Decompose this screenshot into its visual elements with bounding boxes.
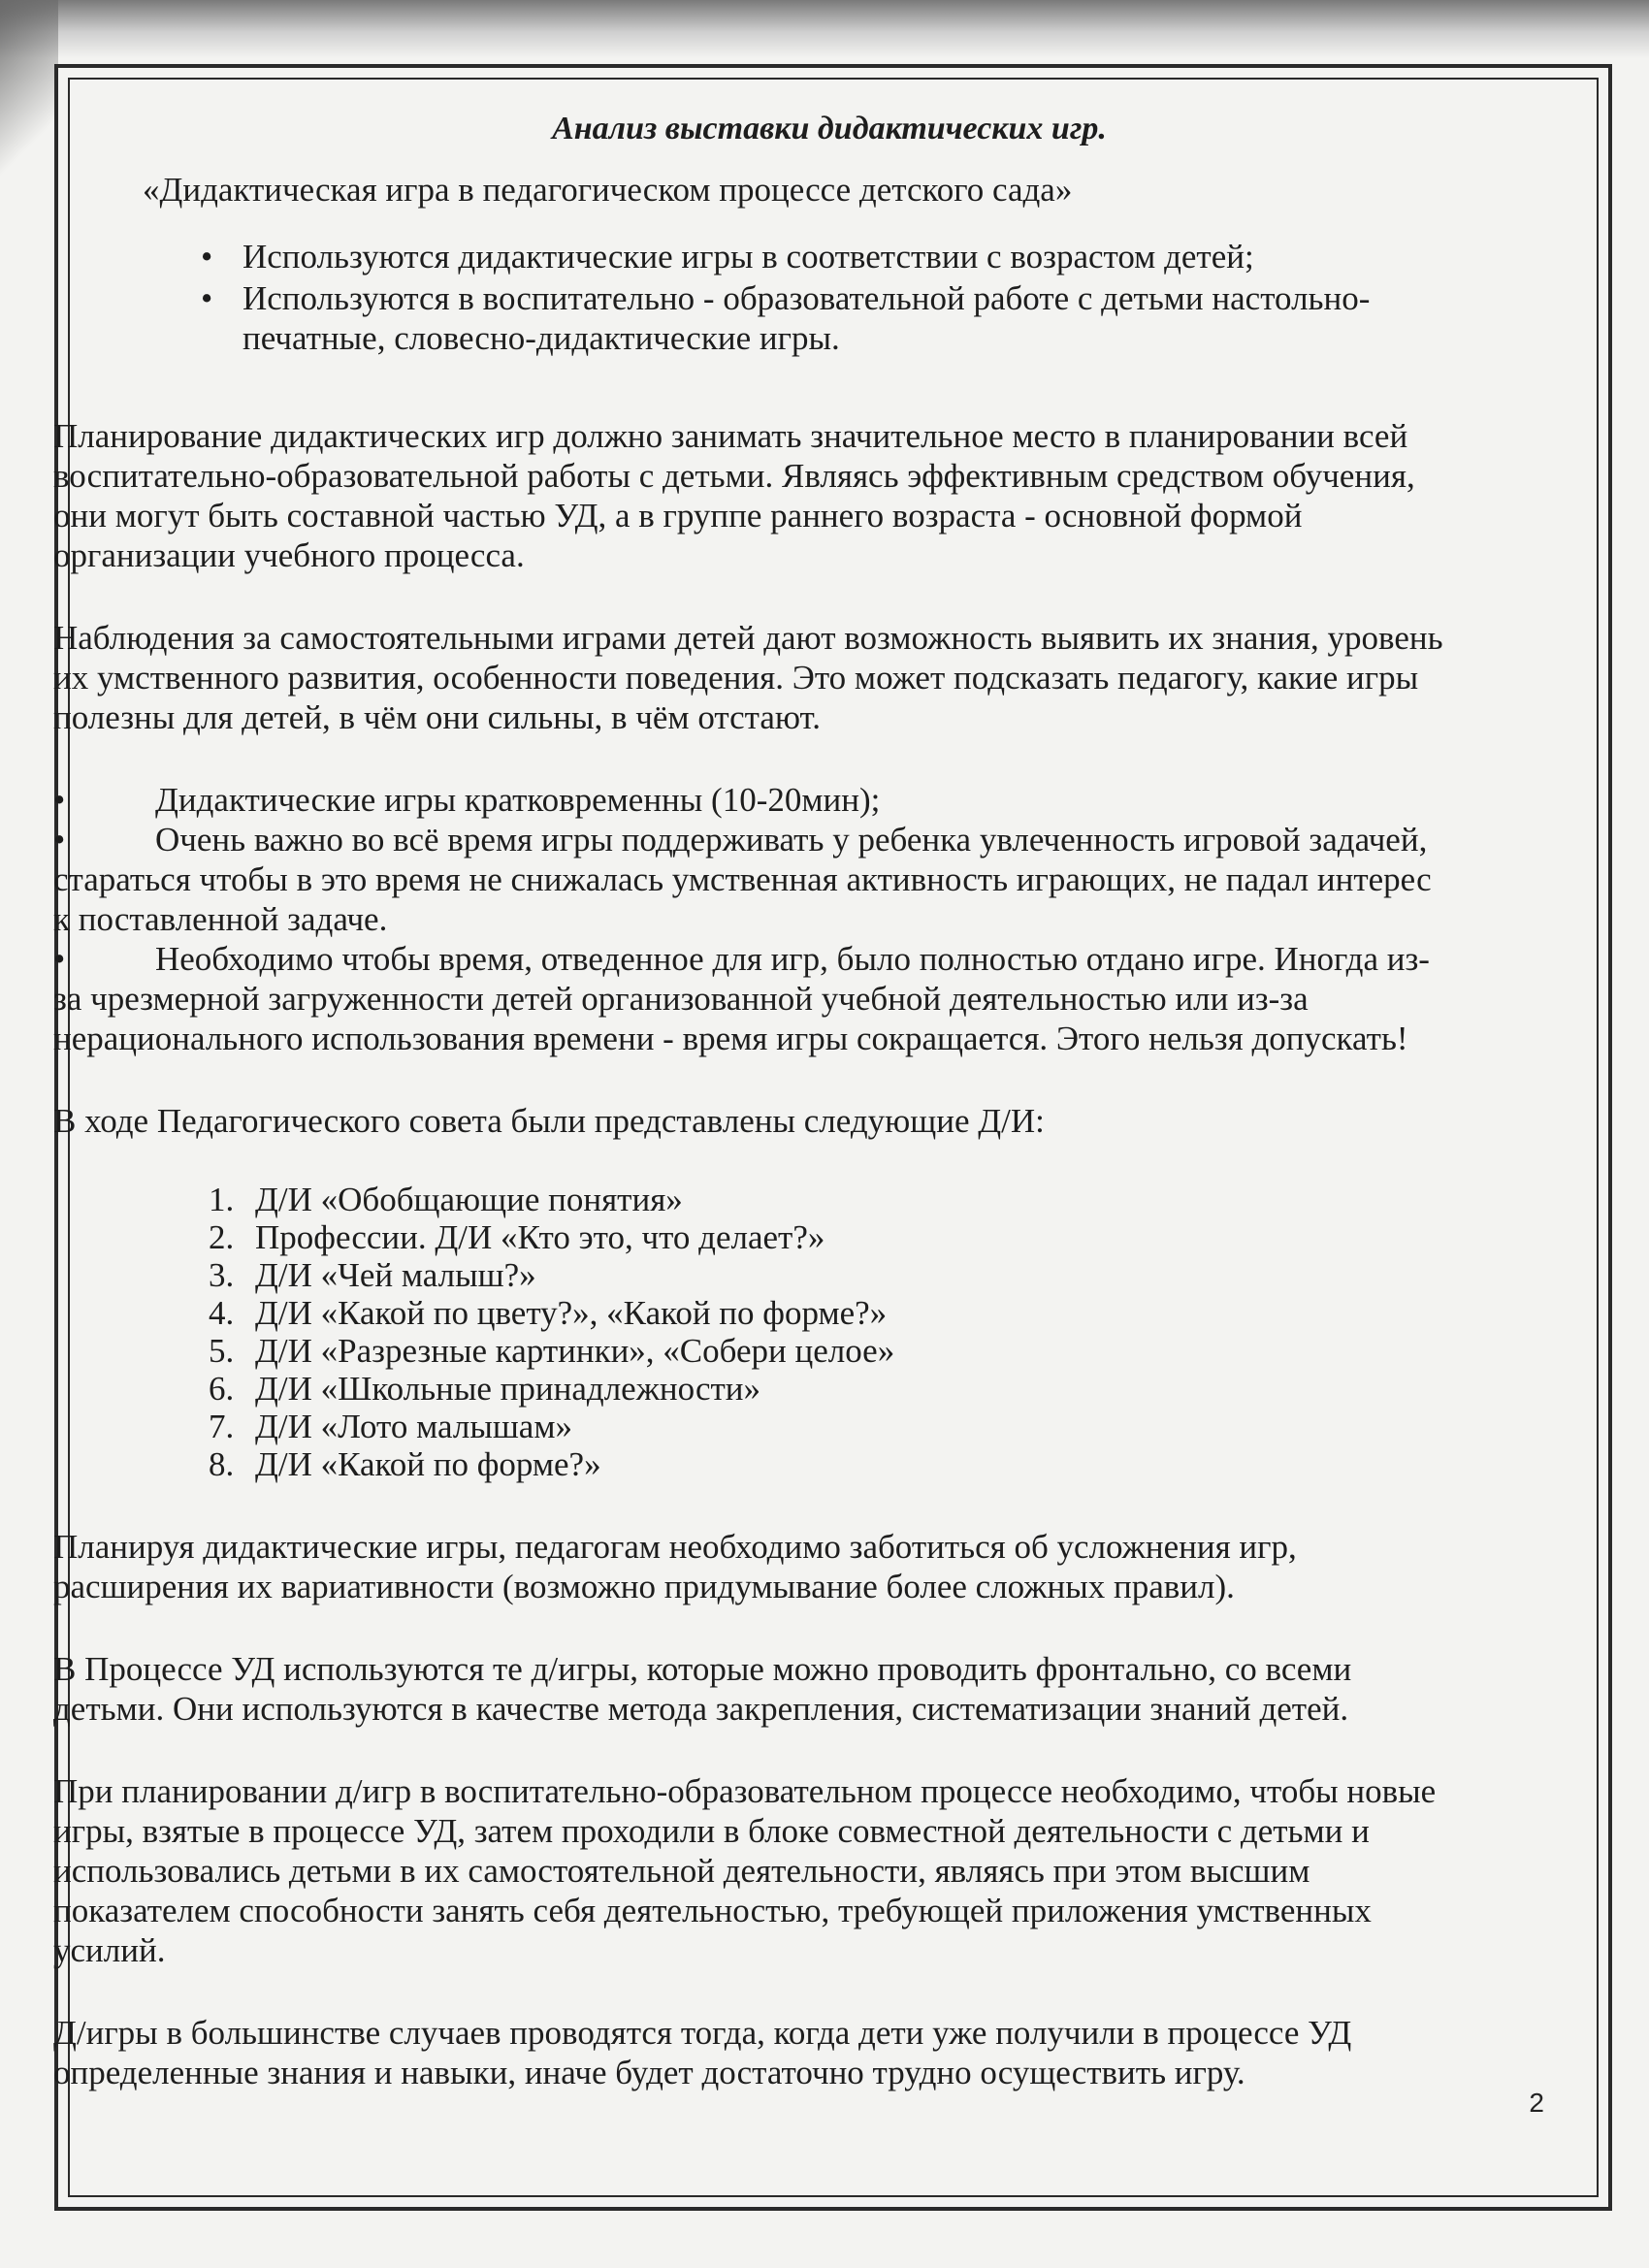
game-item: [53, 1407, 1450, 1446]
game-number: 4.: [209, 1294, 235, 1332]
document-title: Анализ выставки дидактических игр.: [552, 111, 1107, 146]
notes-bullet-list: [53, 780, 1450, 1058]
intro-bullet-list: [53, 237, 1450, 358]
game-title: Д/И «Школьные принадлежности»: [255, 1370, 761, 1408]
game-number: 2.: [209, 1218, 235, 1256]
game-number: 8.: [209, 1445, 235, 1483]
game-title: Д/И «Лото малышам»: [255, 1408, 572, 1445]
game-number: 5.: [209, 1332, 235, 1370]
paragraph-complexity: Планируя дидактические игры, педагогам необходимо заботиться об усложнения игр, расширения их вариативности (возможно придумывание более сложных правил).: [53, 1528, 1297, 1605]
paragraph-planning-process: При планировании д/игр в воспитательно-образовательном процессе необходимо, чтобы новые игры, взятые в процессе УД, затем проходили в блоке совместной деятельности с детьми и использовались детьми в их самостоятельной деятельности, являясь при этом высшим показателем способности занять себя деятельностью, требующей приложения умственных усилий.: [53, 1772, 1437, 1969]
game-title: Д/И «Разрезные картинки», «Собери целое»: [255, 1332, 895, 1370]
document-subtitle: «Дидактическая игра в педагогическом процессе детского сада»: [143, 171, 1073, 209]
game-item: [53, 1255, 1450, 1295]
paragraph-conclusion: Д/игры в большинстве случаев проводятся тогда, когда дети уже получили в процессе УД определенные знания и навыки, иначе будет достаточно трудно осуществить игру.: [53, 2014, 1352, 2091]
games-numbered-list: [53, 1180, 1450, 1484]
game-number: 1.: [209, 1181, 235, 1218]
note-item: • Дидактические игры кратковременны (10-20мин);: [53, 780, 1450, 820]
game-number: 7.: [209, 1408, 235, 1445]
paragraph-observation: Наблюдения за самостоятельными играми детей дают возможность выявить их знания, уровень их умственного развития, особенности поведения. Это может подсказать педагогу, какие игры полезны для детей, в чём они сильны, в чём отстают.: [53, 619, 1443, 736]
game-item: [53, 1293, 1450, 1333]
scan-edge-shadow-top: [0, 0, 1649, 58]
intro-bullet-item: • Используются в воспитательно - образовательной работе с детьми настольно-печатные, словесно-дидактические игры.: [53, 278, 1406, 358]
page-number: 2: [1529, 2088, 1544, 2118]
note-item: • Необходимо чтобы время, отведенное для игр, было полностью отдано игре. Иногда из-за чрезмерной загруженности детей организованной учебной деятельностью или из-за нерационального использования времени - время игры сокращается. Этого нельзя допускать!: [53, 939, 1450, 1058]
game-number: 6.: [209, 1370, 235, 1408]
game-item: [53, 1369, 1450, 1409]
note-item: • Очень важно во всё время игры поддерживать у ребенка увлеченность игровой задачей, стараться чтобы в это время не снижалась умственная активность играющих, не падал интерес к поставленной задаче.: [53, 820, 1450, 939]
scan-edge-shadow-left: [0, 0, 58, 194]
council-intro: В ходе Педагогического совета были представлены следующие Д/И:: [53, 1102, 1045, 1140]
game-item: [53, 1331, 1450, 1371]
game-item: [53, 1444, 1450, 1484]
paragraph-frontal: В Процессе УД используются те д/игры, которые можно проводить фронтально, со всеми детьми. Они используются в качестве метода закрепления, систематизации знаний детей.: [53, 1650, 1352, 1728]
game-title: Д/И «Какой по цвету?», «Какой по форме?»: [255, 1294, 888, 1332]
game-title: Д/И «Какой по форме?»: [255, 1445, 601, 1483]
game-title: Профессии. Д/И «Кто это, что делает?»: [255, 1218, 825, 1256]
paragraph-planning: Планирование дидактических игр должно занимать значительное место в планировании всей воспитательно-образовательной работы с детьми. Являясь эффективным средством обучения, они могут быть составной частью УД, а в группе раннего возраста - основной формой организации учебного процесса.: [53, 417, 1415, 574]
game-title: Д/И «Обобщающие понятия»: [255, 1181, 683, 1218]
game-item: [53, 1217, 1450, 1257]
document-page: [53, 109, 1450, 2135]
intro-bullet-item: • Используются дидактические игры в соответствии с возрастом детей;: [53, 237, 1406, 276]
game-title: Д/И «Чей малыш?»: [255, 1256, 536, 1294]
game-item: [53, 1180, 1450, 1219]
game-number: 3.: [209, 1256, 235, 1294]
